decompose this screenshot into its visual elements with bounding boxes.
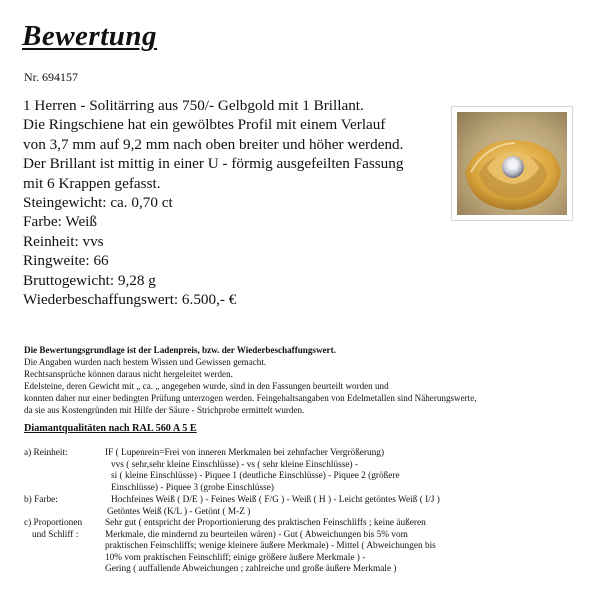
cut-scale-line: praktischen Feinschliffs; wenige kleinere äußere Merkmale) - Mittel ( Abweichungen bis: [105, 541, 436, 551]
ring-photo-frame: [452, 107, 572, 220]
stone-weight: Steingewicht: ca. 0,70 ct: [23, 194, 173, 212]
cut-scale-line: Sehr gut ( entspricht der Proportionierung des praktischen Feinschliffs ; keine äußeren: [105, 518, 426, 528]
clarity-scale-line: Einschlüsse) - Piquee 3 (grobe Einschlüsse): [111, 482, 274, 493]
color-scale: [105, 495, 585, 518]
ring-size: Ringweite: 66: [23, 252, 109, 270]
color-grade: Farbe: Weiß: [23, 213, 97, 231]
cut-label: [24, 518, 82, 541]
clarity-grade: Reinheit: vvs: [23, 232, 104, 250]
description-line: mit 6 Krappen gefasst.: [23, 174, 161, 192]
clarity-scale-line: IF ( Lupenrein=Frei von inneren Merkmalen bei zehnfacher Vergrößerung): [105, 448, 385, 458]
clarity-scale-line: si ( kleine Einschlüsse) - Piquee 1 (deutliche Einschlüsse) - Piquee 2 (größere: [111, 471, 400, 481]
diamond-quality-heading: Diamantqualitäten nach RAL 560 A 5 E: [24, 423, 197, 434]
cut-label-line: und Schliff :: [32, 529, 79, 540]
color-label: b) Farbe:: [24, 495, 58, 505]
notice-line: Edelsteine, deren Gewicht mit „ ca. „ angegeben wurde, sind in den Fassungen beurteilt worden und: [24, 381, 389, 391]
color-scale-line: Hochfeines Weiß ( D/E ) - Feines Weiß ( F/G ) - Weiß ( H ) - Leicht getöntes Weiß ( I/J ): [111, 495, 440, 505]
cut-scale-line: Gering ( auffallende Abweichungen ; zahlreiche und große äußere Merkmale ): [105, 564, 397, 574]
clarity-scale: [105, 448, 585, 494]
valuation-basis: Die Bewertungsgrundlage ist der Ladenpreis, bzw. der Wiederbeschaffungswert.: [24, 345, 336, 355]
cut-scale-line: 10% vom praktischen Feinschliff; einige größere äußere Merkmale ) -: [105, 552, 366, 563]
clarity-label: a) Reinheit:: [24, 448, 68, 458]
legal-notice: [24, 344, 584, 416]
ring-illustration: [457, 112, 567, 215]
ring-photo: [457, 112, 567, 215]
description-line: 1 Herren - Solitärring aus 750/- Gelbgold mit 1 Brillant.: [23, 97, 364, 114]
cut-scale: [105, 518, 585, 576]
cut-label-line: c) Proportionen: [24, 518, 83, 528]
description-line: Die Ringschiene hat ein gewölbtes Profil mit einem Verlauf: [23, 116, 386, 134]
notice-line: da sie aus Kostengründen mit Hilfe der Säure - Strichprobe ermittelt wurden.: [24, 405, 305, 415]
notice-line: konnten daher nur einer bedingten Prüfung unterzogen werden. Feingehaltsangaben von Edelmetallen sind Näherungswerte,: [24, 393, 477, 403]
document-title: Bewertung: [22, 20, 158, 52]
replacement-value: Wiederbeschaffungswert: 6.500,- €: [23, 291, 237, 309]
clarity-scale-line: vvs ( sehr,sehr kleine Einschlüsse) - vs ( sehr kleine Einschlüsse) -: [111, 459, 358, 470]
item-description: [23, 96, 453, 309]
cut-scale-line: Merkmale, die mindernd zu beurteilen wären) - Gut ( Abweichungen bis 5% vom: [105, 529, 408, 540]
gross-weight: Bruttogewicht: 9,28 g: [23, 271, 156, 289]
notice-line: Die Angaben wurden nach bestem Wissen und Gewissen gemacht.: [24, 357, 267, 367]
notice-line: Rechtsansprüche können daraus nicht hergeleitet werden.: [24, 369, 233, 379]
document-number: Nr. 694157: [24, 70, 78, 84]
description-line: Der Brillant ist mittig in einer U - förmig ausgefeilten Fassung: [23, 155, 404, 173]
description-line: von 3,7 mm auf 9,2 mm nach oben breiter und höher werdend.: [23, 135, 404, 153]
color-scale-line: Getöntes Weiß (K/L ) - Getönt ( M-Z ): [107, 506, 251, 517]
